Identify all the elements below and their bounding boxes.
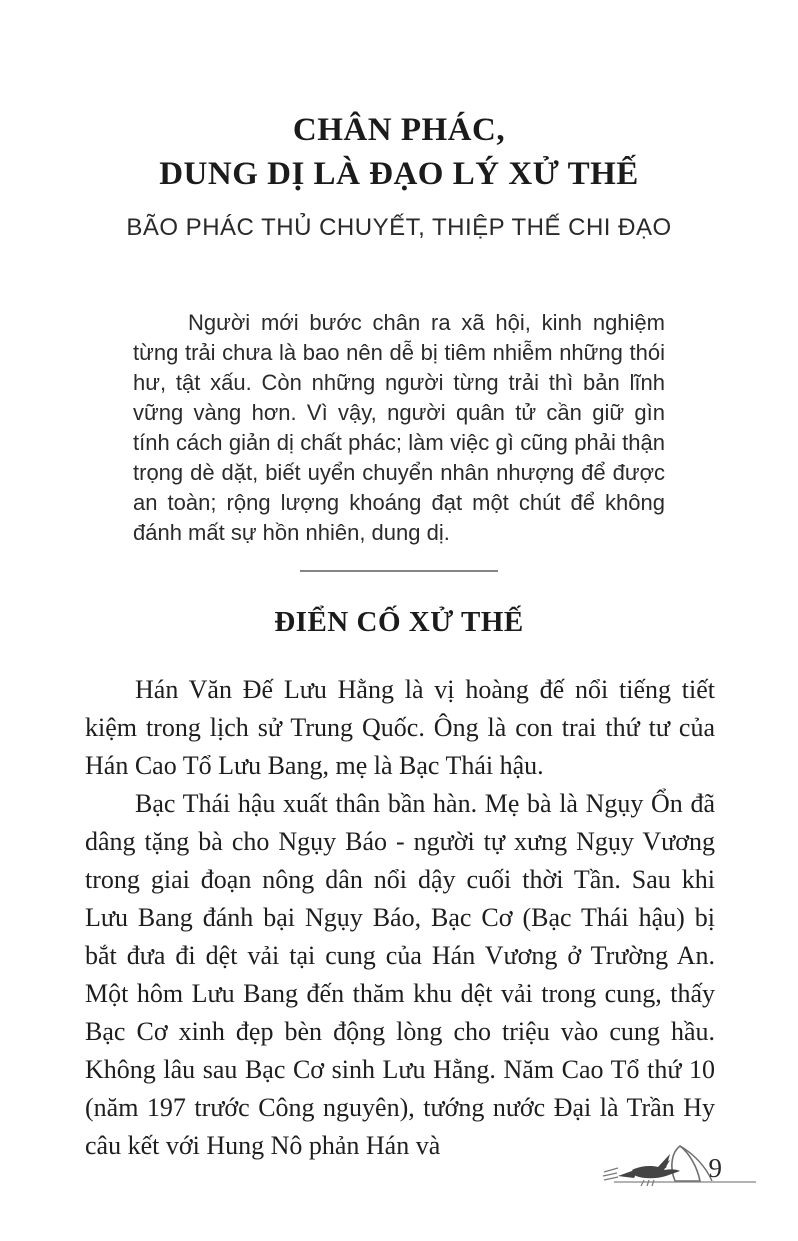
body-paragraph: Bạc Thái hậu xuất thân bần hàn. Mẹ bà là Ngụy Ổn đã dâng tặng bà cho Ngụy Báo - người tự xưng Ngụy Vương trong giai đoạn nông dân nổi dậy cuối thời Tần. Sau khi Lưu Bang đánh bại Ngụy Báo, Bạc Cơ (Bạc Thái hậu) bị bắt đưa đi dệt vải tại cung của Hán Vương ở Trường An. Một hôm Lưu Bang đến thăm khu dệt vải trong cung, thấy Bạc Cơ xinh đẹp bèn động lòng cho triệu vào cung hầu. Không lâu sau Bạc Cơ sinh Lưu Hằng. Năm Cao Tổ thứ 10 (năm 197 trước Công nguyên), tướng nước Đại là Trần Hy câu kết với Hung Nô phản Hán và <box>85 789 715 1160</box>
section-heading: ĐIỂN CỐ XỬ THẾ <box>274 606 524 638</box>
page-number: 9 <box>708 1153 722 1183</box>
chapter-title <box>0 108 798 196</box>
flying-bird-sketch-icon <box>596 1134 764 1196</box>
section-divider <box>300 570 498 572</box>
chapter-subtitle: BÃO PHÁC THỦ CHUYẾT, THIỆP THẾ CHI ĐẠO <box>126 214 672 241</box>
body-text <box>85 671 715 1165</box>
chapter-title-line-1: CHÂN PHÁC, <box>292 112 506 148</box>
lead-quote-paragraph: Người mới bước chân ra xã hội, kinh nghiệm từng trải chưa là bao nên dễ bị tiêm nhiễm những thói hư, tật xấu. Còn những người từng trải thì bản lĩnh vững vàng hơn. Vì vậy, người quân tử cần giữ gìn tính cách giản dị chất phác; làm việc gì cũng phải thận trọng dè dặt, biết uyển chuyển nhân nhượng để được an toàn; rộng lượng khoáng đạt một chút để không đánh mất sự hồn nhiên, dung dị. <box>133 310 665 545</box>
page-footer <box>596 1134 764 1196</box>
chapter-title-line-2: DUNG DỊ LÀ ĐẠO LÝ XỬ THẾ <box>159 156 639 192</box>
body-paragraph: Hán Văn Đế Lưu Hằng là vị hoàng đế nổi tiếng tiết kiệm trong lịch sử Trung Quốc. Ông là con trai thứ tư của Hán Cao Tổ Lưu Bang, mẹ là Bạc Thái hậu. <box>85 675 715 780</box>
